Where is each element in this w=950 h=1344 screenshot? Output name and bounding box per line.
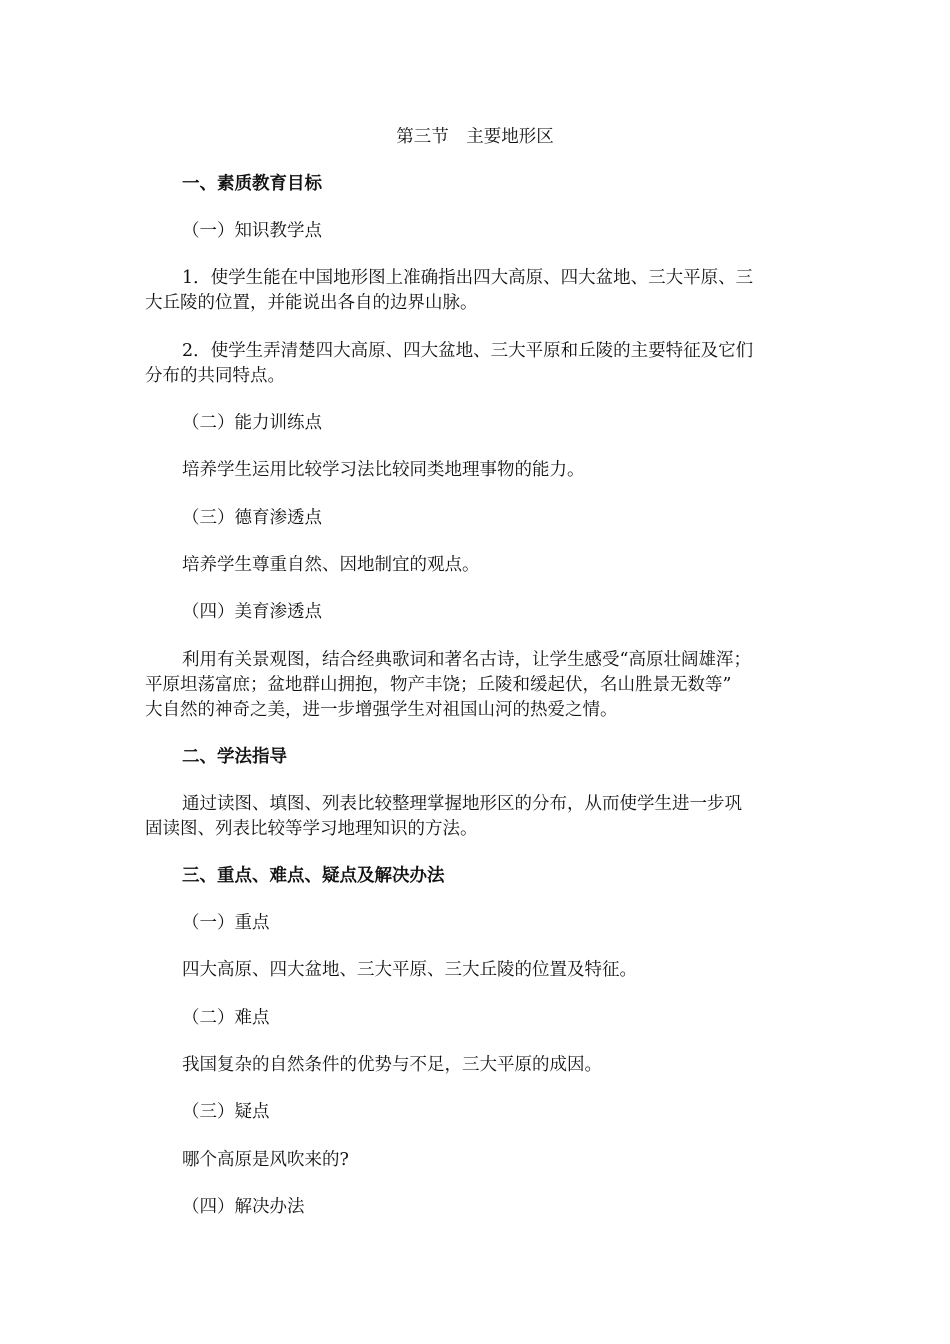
section-title: 第三节 主要地形区 <box>396 127 554 147</box>
paragraph-6-line-1: 通过读图、填图、列表比较整理掌握地形区的分布，从而使学生进一步巩 <box>182 794 742 814</box>
paragraph-1-line-1: 1．使学生能在中国地形图上准确指出四大高原、四大盆地、三大平原、三 <box>182 268 754 288</box>
paragraph-9: 哪个高原是风吹来的? <box>182 1150 349 1170</box>
paragraph-7: 四大高原、四大盆地、三大平原、三大丘陵的位置及特征。 <box>182 960 637 980</box>
subheading-aesthetic: （四）美育渗透点 <box>182 602 322 622</box>
subheading-solution: （四）解决办法 <box>182 1197 305 1217</box>
paragraph-2-line-2: 分布的共同特点。 <box>145 366 285 386</box>
paragraph-3: 培养学生运用比较学习法比较同类地理事物的能力。 <box>182 460 585 480</box>
paragraph-8: 我国复杂的自然条件的优势与不足，三大平原的成因。 <box>182 1055 602 1075</box>
paragraph-5-line-3: 大自然的神奇之美，进一步增强学生对祖国山河的热爱之情。 <box>145 700 618 720</box>
paragraph-1-line-2: 大丘陵的位置，并能说出各自的边界山脉。 <box>145 293 478 313</box>
paragraph-4: 培养学生尊重自然、因地制宜的观点。 <box>182 555 480 575</box>
subheading-knowledge: （一）知识教学点 <box>182 221 322 241</box>
heading-key-points: 三、重点、难点、疑点及解决办法 <box>182 866 445 886</box>
paragraph-5-line-1: 利用有关景观图，结合经典歌词和著名古诗，让学生感受“高原壮阔雄浑； <box>182 650 751 670</box>
paragraph-2-line-1: 2．使学生弄清楚四大高原、四大盆地、三大平原和丘陵的主要特征及它们 <box>182 341 754 361</box>
paragraph-6-line-2: 固读图、列表比较等学习地理知识的方法。 <box>145 819 478 839</box>
paragraph-5-line-2: 平原坦荡富庶；盆地群山拥抱，物产丰饶；丘陵和缓起伏，名山胜景无数等” <box>145 675 732 695</box>
subheading-ability: （二）能力训练点 <box>182 413 322 433</box>
heading-study-method: 二、学法指导 <box>182 747 287 767</box>
heading-objectives: 一、素质教育目标 <box>182 174 322 194</box>
subheading-difficulty: （二）难点 <box>182 1008 270 1028</box>
subheading-focus: （一）重点 <box>182 913 270 933</box>
subheading-doubt: （三）疑点 <box>182 1102 270 1122</box>
subheading-moral: （三）德育渗透点 <box>182 508 322 528</box>
